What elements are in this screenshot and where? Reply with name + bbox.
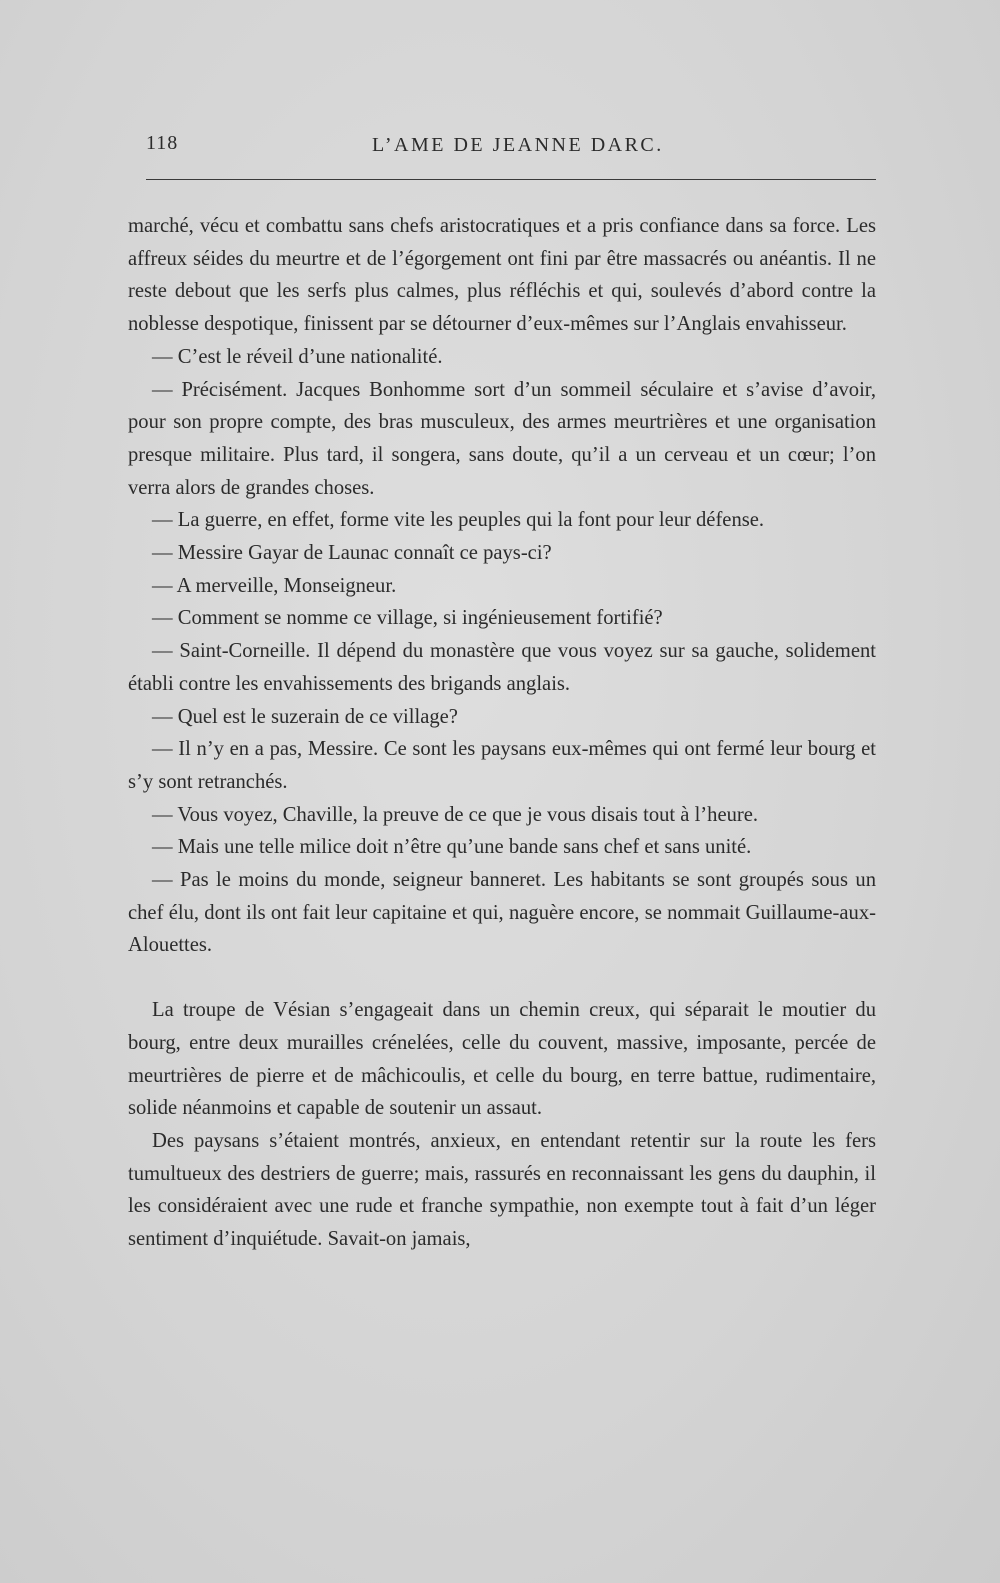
narrative-paragraph: Des paysans s’étaient montrés, anxieux, en entendant retentir sur la route les fers tumultueux des destriers de guerre; mais, rassurés en reconnaissant les gens du dauphin, il les considéraient avec une rude et franche sympathie, non exempte tout à fait d’un léger sentiment d’inquiétude. Savait-on jamais, (128, 1129, 876, 1251)
dialogue-line: — C’est le réveil d’une nationalité. (152, 345, 443, 368)
body-text (128, 210, 876, 1256)
dialogue-line: — Comment se nomme ce village, si ingénieusement fortifié? (152, 607, 663, 630)
page-header (146, 128, 876, 164)
dialogue-line: — Mais une telle milice doit n’être qu’une bande sans chef et sans unité. (152, 836, 752, 859)
dialogue-line: — Vous voyez, Chaville, la preuve de ce que je vous disais tout à l’heure. (152, 803, 759, 826)
paragraph-continued: marché, vécu et combattu sans chefs aristocratiques et a pris confiance dans sa force. Les affreux séides du meurtre et de l’égorgement ont fini par être massacrés ou anéantis. Il ne reste debout que les serfs plus calmes, plus réfléchis et qui, soulevés d’abord contre la noblesse despotique, finissent par se détourner d’eux-mêmes sur l’Anglais envahisseur. (128, 215, 876, 336)
dialogue-line: — Pas le moins du monde, seigneur banneret. Les habitants se sont groupés sous un chef élu, dont ils ont fait leur capitaine et qui, naguère encore, se nommait Guillaume-aux-Alouettes. (128, 869, 876, 957)
dialogue-line: — A merveille, Monseigneur. (152, 574, 397, 597)
running-title: L’AME DE JEANNE DARC. (372, 134, 664, 156)
header-rule (146, 179, 876, 180)
narrative-paragraph: La troupe de Vésian s’engageait dans un chemin creux, qui séparait le moutier du bourg, entre deux murailles crénelées, celle du couvent, massive, imposante, percée de meurtrières de pierre et de mâchicoulis, et celle du bourg, en terre battue, rudimentaire, solide néanmoins et capable de soutenir un assaut. (128, 999, 876, 1120)
dialogue-line: — Précisément. Jacques Bonhomme sort d’un sommeil séculaire et s’avise d’avoir, pour son propre compte, des bras musculeux, des armes meurtrières et une organisation presque militaire. Plus tard, il songera, sans doute, qu’il a un cerveau et un cœur; l’on verra alors de grandes choses. (128, 378, 876, 499)
dialogue-line: — La guerre, en effet, forme vite les peuples qui la font pour leur défense. (152, 509, 765, 532)
dialogue-line: — Messire Gayar de Launac connaît ce pays-ci? (152, 542, 552, 565)
page-number: 118 (146, 132, 179, 154)
dialogue-line: — Quel est le suzerain de ce village? (152, 705, 458, 728)
dialogue-line: — Saint-Corneille. Il dépend du monastère que vous voyez sur sa gauche, solidement établi contre les envahissements des brigands anglais. (128, 640, 876, 695)
dialogue-line: — Il n’y en a pas, Messire. Ce sont les paysans eux-mêmes qui ont fermé leur bourg et s’y sont retranchés. (128, 738, 876, 793)
